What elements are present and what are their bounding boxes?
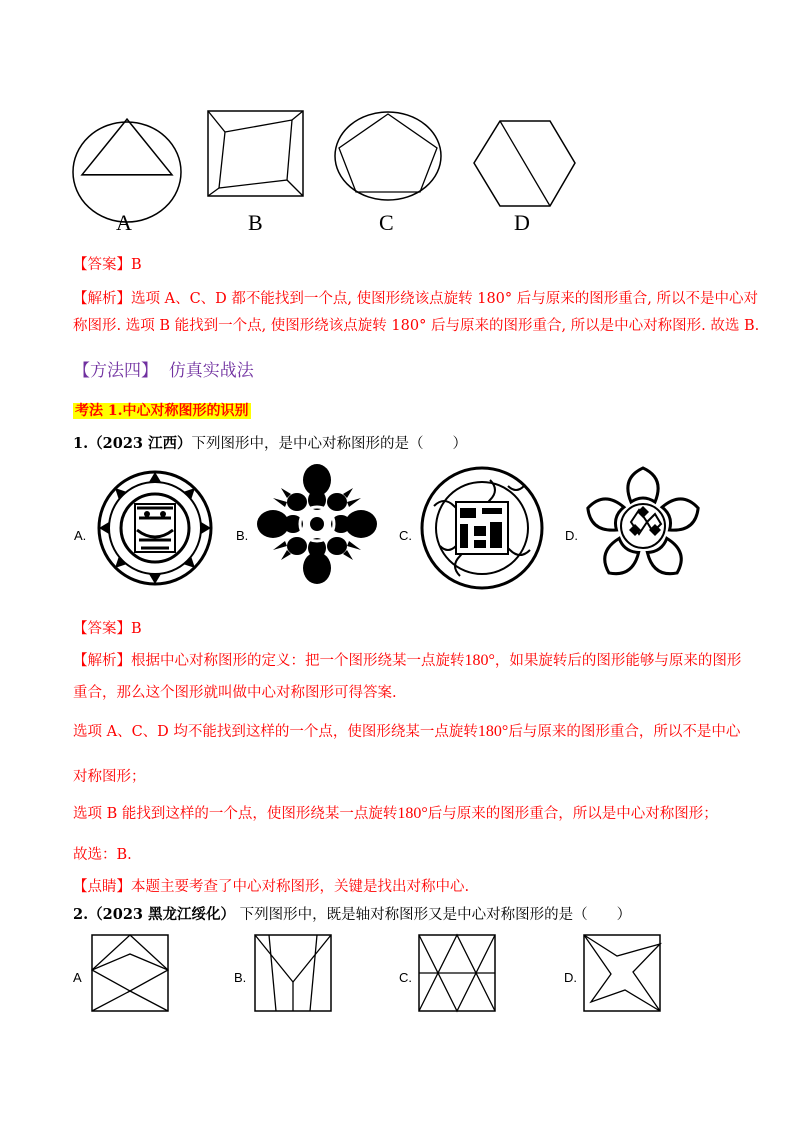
question-source: （2023 黑龙江绥化） — [88, 906, 236, 923]
kaofa-heading: 考法 1.中心对称图形的识别 — [75, 403, 249, 419]
dianjing-tag: 【点睛】 — [73, 879, 131, 895]
analysis-2-line-3: 选项 A、C、D 均不能找到这样的一个点，使图形绕某一点旋转180°后与原来的图形重合，所以不是中心 — [73, 723, 741, 740]
figure-label-a: A — [116, 210, 132, 235]
question-number: 2. — [73, 906, 89, 923]
answer-1 — [73, 255, 142, 275]
question-number: 1. — [73, 435, 89, 452]
analysis-2-line-2: 重合，那么这个图形就叫做中心对称图形可得答案. — [73, 685, 397, 701]
figure-label-c: C — [379, 210, 394, 235]
answer-2 — [73, 619, 142, 639]
analysis-tag: 【解析】 — [73, 653, 131, 669]
q1-option-a-label: A. — [74, 528, 87, 543]
q1-option-d-label: D. — [565, 528, 578, 543]
analysis-2-line-5: 选项 B 能找到这样的一个点，使图形绕某一点旋转180°后与原来的图形重合，所以是中心对称图形； — [73, 805, 718, 822]
q2-option-c-label: C. — [399, 970, 412, 985]
q2-option-c-square-triangles — [418, 934, 498, 1014]
q1-option-b-label: B. — [236, 528, 249, 543]
figure-d-hexagon — [470, 118, 570, 208]
dianjing: 【点睛】本题主要考查了中心对称图形，关键是找出对称中心. — [73, 879, 470, 895]
figure-b-square-square — [207, 110, 307, 200]
q2-option-a-square-diamonds — [91, 934, 171, 1014]
q2-option-d-label: D. — [564, 970, 577, 985]
analysis-2-line-6: 故选：B. — [73, 847, 132, 863]
answer-value: B — [131, 257, 142, 273]
question-source: （2023 江西） — [88, 435, 192, 452]
q2-option-b-square-arrow — [254, 934, 334, 1014]
q1-option-c-medallion — [420, 466, 544, 590]
q1-option-c-label: C. — [399, 528, 412, 543]
method-heading: 【方法四】 仿真实战法 — [73, 361, 254, 381]
analysis-tag: 【解析】 — [73, 291, 131, 307]
q1-option-b-flower — [257, 460, 377, 590]
q2-option-a-label: A — [73, 970, 82, 985]
analysis-2-line-4: 对称图形； — [73, 769, 146, 785]
figure-label-d: D — [514, 210, 530, 235]
q2-option-d-square-pinwheel — [583, 934, 663, 1014]
question-1: 1.（2023 江西）下列图形中，是中心对称图形的是（ ） — [73, 435, 468, 452]
q1-option-a-mandala — [95, 468, 215, 588]
q1-option-d-lotus — [583, 466, 703, 586]
question-2: 2.（2023 黑龙江绥化） 下列图形中，既是轴对称图形又是中心对称图形的是（ ） — [73, 906, 632, 923]
figure-label-b: B — [248, 210, 263, 235]
answer-tag: 【答案】 — [73, 621, 131, 637]
figure-c-circle-pentagon — [334, 110, 444, 205]
q2-option-b-label: B. — [234, 970, 247, 985]
analysis-1-line-1: 【解析】选项 A、C、D 都不能找到一个点, 使图形绕该点旋转 180° 后与原来的图形重合, 所以不是中心对 — [73, 291, 758, 307]
analysis-1-line-2: 称图形. 选项 B 能找到一个点, 使图形绕该点旋转 180° 后与原来的图形重合, 所以是中心对称图形. 故选 B. — [73, 318, 760, 334]
answer-tag: 【答案】 — [73, 257, 131, 273]
analysis-2-line-1: 【解析】根据中心对称图形的定义：把一个图形绕某一点旋转180°，如果旋转后的图形能够与原来的图形 — [73, 652, 742, 669]
answer-value: B — [131, 621, 142, 637]
